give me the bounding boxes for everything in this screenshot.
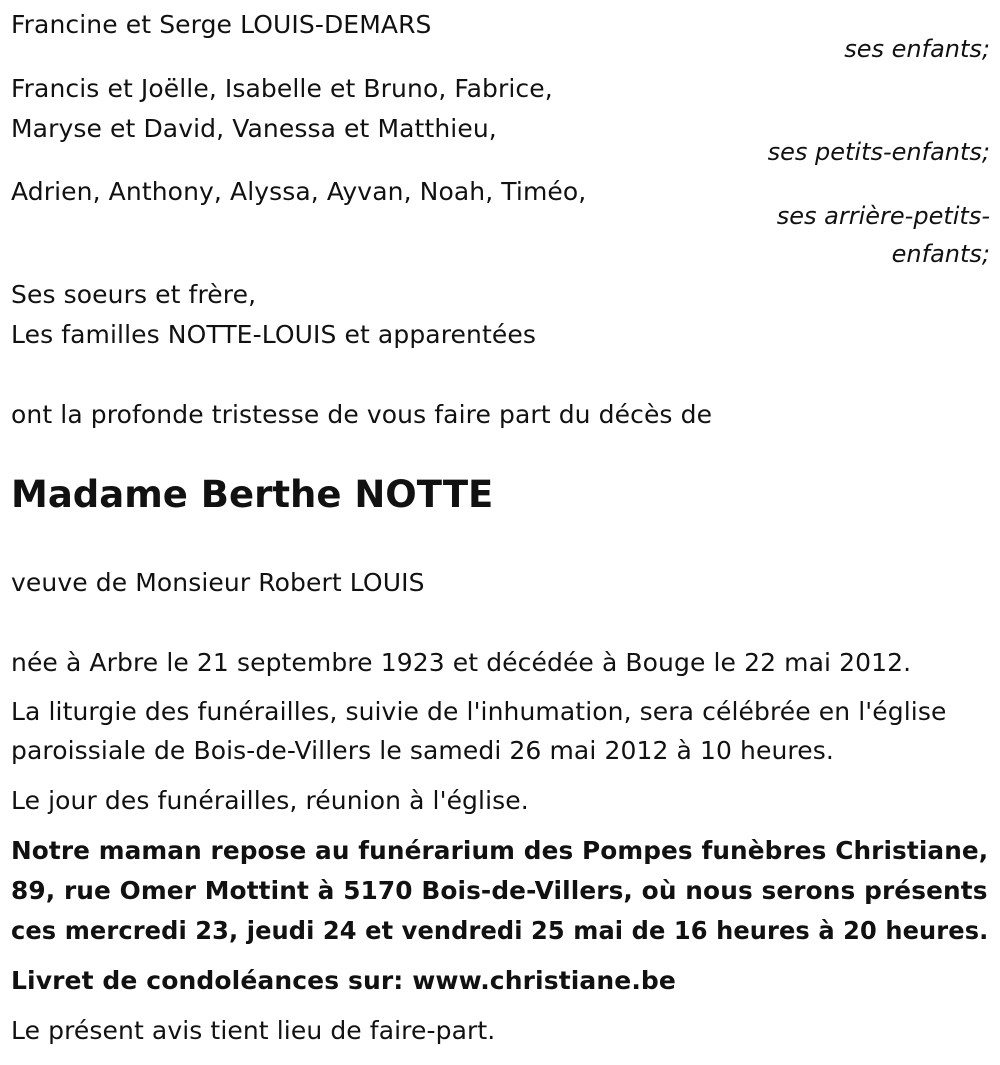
liturgy-line-1: La liturgie des funérailles, suivie de l'inhumation, sera célébrée en l'église xyxy=(11,697,947,726)
announcement: ont la profonde tristesse de vous faire part du décès de xyxy=(11,400,713,429)
rest-line-3: ces mercredi 23, jeudi 24 et vendredi 25 mai de 16 heures à 20 heures. xyxy=(11,916,989,945)
liturgy-line-2: paroissiale de Bois-de-Villers le samedi 26 mai 2012 à 10 heures. xyxy=(11,736,834,765)
deceased-name: Madame Berthe NOTTE xyxy=(11,473,494,516)
great-grandchildren-role-line-2: enfants; xyxy=(891,240,990,268)
grandchildren-role: ses petits-enfants; xyxy=(767,138,990,166)
meeting-info: Le jour des funérailles, réunion à l'église. xyxy=(11,786,529,815)
condolences-link: Livret de condoléances sur: www.christiane.be xyxy=(11,966,676,995)
siblings: Ses soeurs et frère, xyxy=(11,280,257,309)
children-names: Francine et Serge LOUIS-DEMARS xyxy=(11,10,432,39)
notice: Le présent avis tient lieu de faire-part. xyxy=(11,1016,496,1045)
great-grandchildren-role-line-1: ses arrière-petits- xyxy=(776,202,990,230)
rest-line-1: Notre maman repose au funérarium des Pompes funèbres Christiane, xyxy=(11,836,989,865)
children-role: ses enfants; xyxy=(844,35,990,63)
widow-of: veuve de Monsieur Robert LOUIS xyxy=(11,568,425,597)
grandchildren-line-2: Maryse et David, Vanessa et Matthieu, xyxy=(11,114,497,143)
rest-line-2: 89, rue Omer Mottint à 5170 Bois-de-Villers, où nous serons présents xyxy=(11,876,988,905)
birth-death: née à Arbre le 21 septembre 1923 et décédée à Bouge le 22 mai 2012. xyxy=(11,648,912,677)
grandchildren-line-1: Francis et Joëlle, Isabelle et Bruno, Fabrice, xyxy=(11,74,553,103)
great-grandchildren-names: Adrien, Anthony, Alyssa, Ayvan, Noah, Timéo, xyxy=(11,177,587,206)
families: Les familles NOTTE-LOUIS et apparentées xyxy=(11,320,536,349)
